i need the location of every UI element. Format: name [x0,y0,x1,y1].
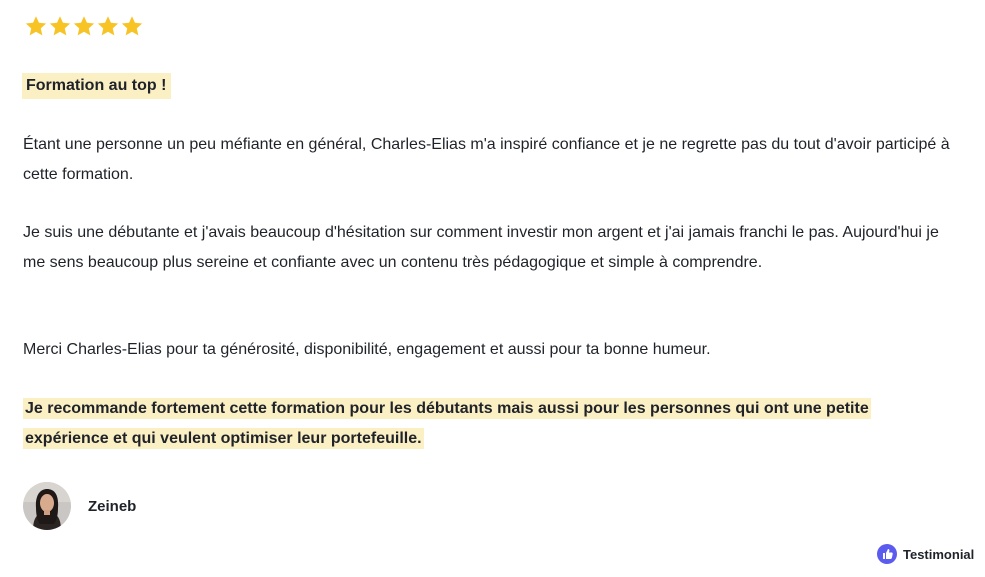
testimonial-label: Testimonial [903,546,975,562]
thumbs-up-icon [877,544,897,564]
star-icon [120,14,144,38]
review-paragraph: Merci Charles-Elias pour ta générosité, disponibilité, engagement et aussi pour ta bonne humeur. [23,341,711,358]
review-paragraph: Étant une personne un peu méfiante en général, Charles-Elias m'a inspiré confiance et je ne regrette pas du tout d'avoir participé à cette formation. [23,136,950,183]
star-icon [48,14,72,38]
review-highlight [23,394,953,453]
avatar [23,482,71,530]
author [23,482,136,530]
star-rating [24,14,144,38]
review-paragraph: Je suis une débutante et j'avais beaucoup d'hésitation sur comment investir mon argent et j'ai jamais franchi le pas. Aujourd'hui je me sens beaucoup plus sereine et confiante avec un contenu très pédagogique et simple à comprendre. [23,224,939,271]
author-name: Zeineb [88,497,137,515]
star-icon [96,14,120,38]
review-highlight-text: Je recommande fortement cette formation pour les débutants mais aussi pour les personnes qui ont une petite expérience et qui veulent optimiser leur portefeuille. [25,400,869,447]
testimonial-badge[interactable] [877,544,974,564]
review-headline: Formation au top ! [22,73,171,99]
star-icon [24,14,48,38]
star-icon [72,14,96,38]
